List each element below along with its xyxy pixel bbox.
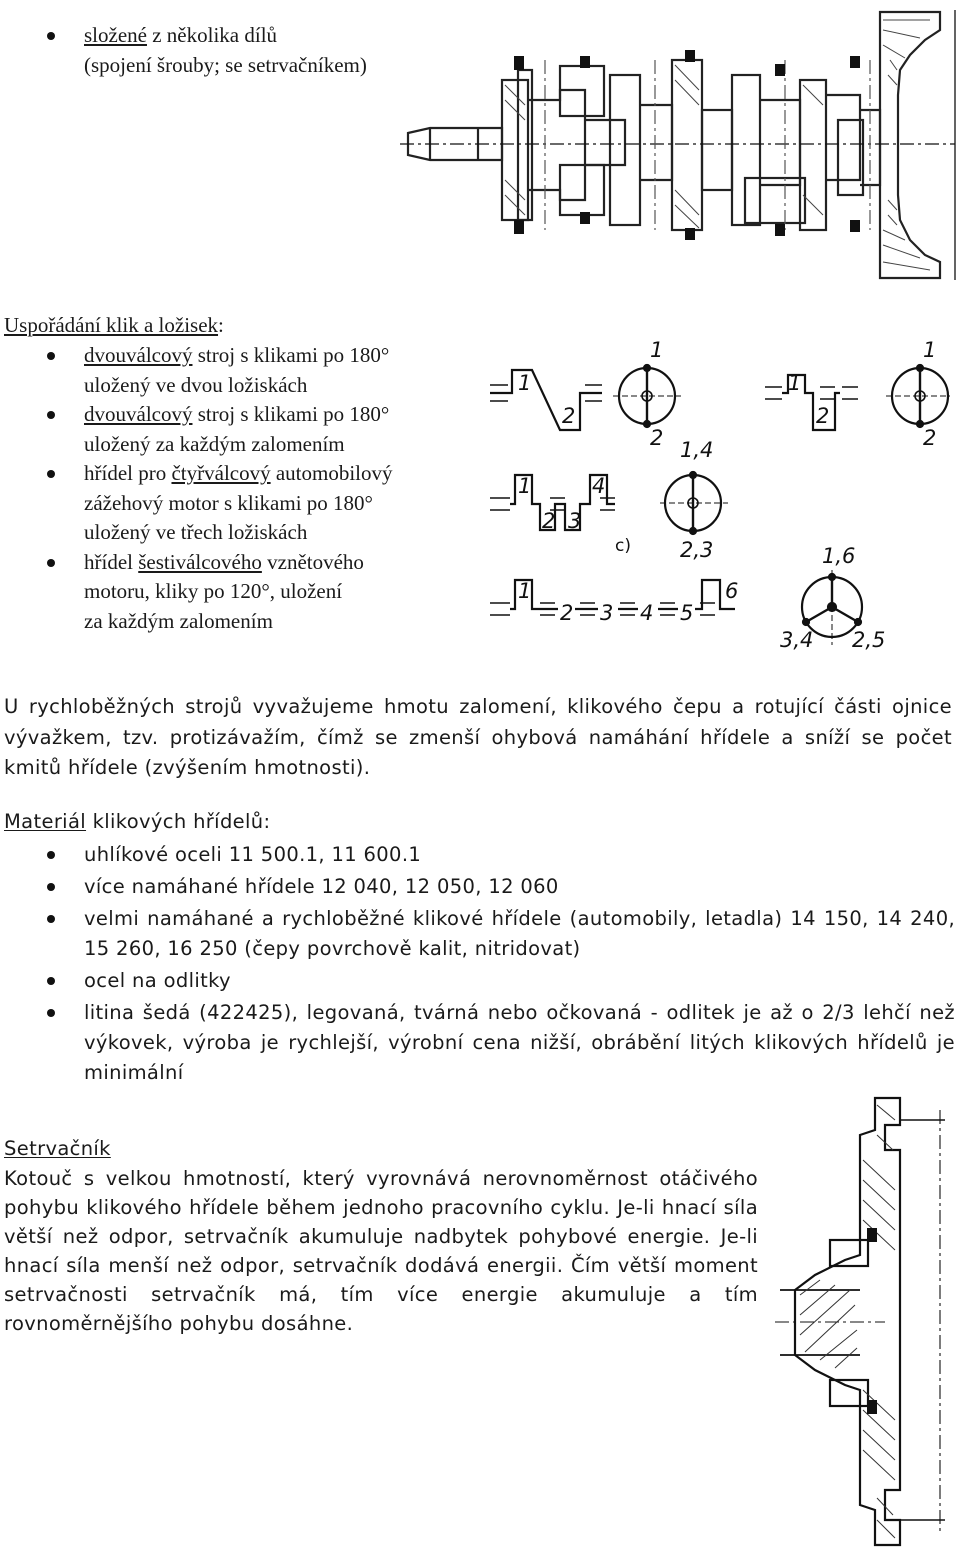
- arrangement-list: [0, 341, 470, 636]
- row3-label-2: 2: [560, 601, 574, 625]
- row1-circle-label-2: 2: [650, 426, 664, 450]
- material-item: litina šedá (422425), legovaná, tvárná nebo očkovaná - odlitek je až o 2/3 lehčí než výkovek, výroba je rychlejší, výrobní cena nižší, obrábění litých klikových hřídelů je minimální: [0, 998, 955, 1088]
- flywheel-heading-text: Setrvačník: [4, 1137, 111, 1160]
- row3-label-5: 5: [680, 601, 694, 625]
- row2-label-2: 2: [542, 509, 556, 533]
- row1-circle-label-1: 1: [650, 338, 664, 362]
- flywheel-paragraph: Kotouč s velkou hmotností, který vyrovnává nerovnoměrnost otáčivého pohybu klikového hřídele během jednoho pracovního cyklu. Je-li hnací síla větší než odpor, setrvačník akumuluje nadbytek pohybové energie. Je-li hnací síla menší než odpor, setrvačník dodává energii. Čím větší moment setrvačnosti setrvačník má, tím více energie akumuluje a tím rovnoměrnějšího pohybu dosáhne.: [4, 1167, 758, 1335]
- row2-label-3: 3: [568, 509, 582, 533]
- row1-label-1: 1: [518, 371, 532, 395]
- balancing-paragraph: U rychloběžných strojů vyvažujeme hmotu zalomení, klikového čepu a rotující části ojnice vývažkem, tzv. protizávažím, čímž se zmenší ohybová namáhání hřídele a sníží se počet kmitů hřídele (zvýšením hmotnosti).: [4, 695, 952, 779]
- row2-label-1: 1: [518, 474, 532, 498]
- composite-line2: (spojení šrouby; se setrvačníkem): [84, 52, 367, 77]
- composite-list: [0, 21, 440, 80]
- material-item: velmi namáhané a rychloběžné klikové hřídele (automobily, letadla) 14 150, 14 240, 15 260, 16 250 (čepy povrchově kalit, nitridovat): [0, 904, 955, 964]
- row3-circle-label-left: 3,4: [780, 628, 814, 652]
- row1-right-label-1: 1: [788, 371, 802, 395]
- arrangement-item: dvouválcový stroj s klikami po 180° uložený ve dvou ložiskách: [0, 341, 470, 400]
- row3-label-6: 6: [725, 579, 739, 603]
- material-heading-term: Materiál: [4, 810, 87, 833]
- row3-circle-label-top: 1,6: [822, 544, 856, 568]
- arrangement-item: dvouválcový stroj s klikami po 180° uložený za každým zalomením: [0, 400, 470, 459]
- row3-label-4: 4: [640, 601, 654, 625]
- crank-arrangement-diagram: [480, 335, 950, 660]
- row3-label-1: 1: [518, 579, 532, 603]
- row1-right-crank: [765, 387, 782, 399]
- arrangement-heading-text: Uspořádání klik a ložisek: [4, 313, 219, 337]
- flywheel-heading: [4, 1134, 111, 1164]
- crankshaft-drawing: [400, 0, 960, 290]
- flange-profile: [880, 12, 940, 278]
- material-heading: Materiál klikových hřídelů:: [4, 810, 271, 833]
- composite-line1: z několika dílů: [146, 23, 278, 47]
- composite-item: [0, 21, 440, 80]
- row1-left-crank: [490, 370, 602, 430]
- row2-label-4: 4: [592, 474, 606, 498]
- arrangement-item: hřídel šestiválcového vznětového motoru, kliky po 120°, uložení za každým zalomením: [0, 548, 470, 637]
- material-item: více namáhané hřídele 12 040, 12 050, 12 060: [0, 872, 955, 902]
- hub-top: [830, 1240, 868, 1266]
- row3-label-3: 3: [600, 601, 614, 625]
- row2-circle-label-top: 1,4: [680, 438, 714, 462]
- row1-right-circle-label-2: 2: [923, 426, 937, 450]
- arrangement-item: hřídel pro čtyřválcový automobilový zážehový motor s klikami po 180° uložený ve třech ložiskách: [0, 459, 470, 548]
- web-3: [672, 60, 702, 230]
- arrangement-heading: Uspořádání klik a ložisek:: [4, 313, 224, 337]
- flywheel-drawing: [775, 1090, 955, 1550]
- row2-circle-label-bottom: 2,3: [680, 538, 714, 562]
- material-list: [0, 840, 955, 1088]
- hub-bottom: [830, 1380, 868, 1406]
- composite-term: složené: [84, 23, 147, 47]
- material-item: ocel na odlitky: [0, 966, 955, 996]
- material-item: uhlíkové oceli 11 500.1, 11 600.1: [0, 840, 955, 870]
- row1-right-label-2: 2: [816, 404, 830, 428]
- row1-right-circle-label-1: 1: [923, 338, 937, 362]
- row3-circle-label-right: 2,5: [852, 628, 886, 652]
- row1-label-2: 2: [562, 404, 576, 428]
- row2-mark: c): [615, 536, 631, 556]
